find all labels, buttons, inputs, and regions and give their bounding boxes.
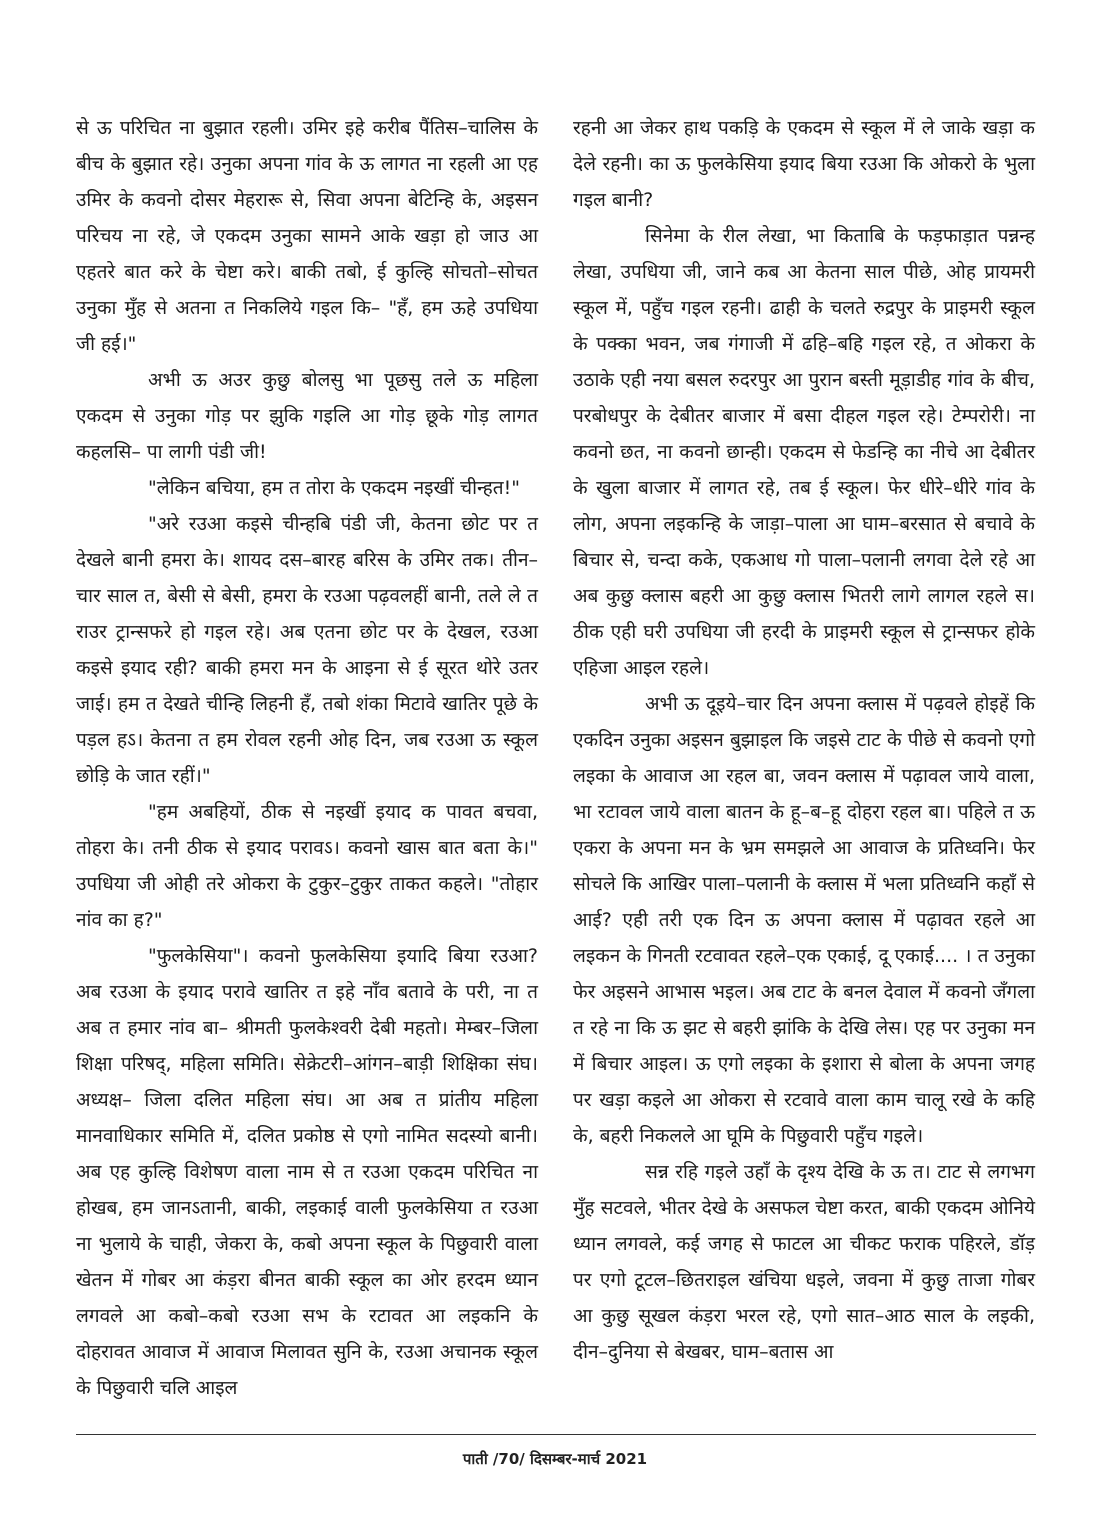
footer-divider: [76, 1434, 1036, 1435]
paragraph: अभी ऊ अउर कुछु बोलसु भा पूछसु तले ऊ महिला एकदम से उनुका गोड़ पर झुकि गइलि आ गोड़ छूके गोड़ लागत कहलसि– पा लागी पंडी जी!: [76, 369, 538, 463]
paragraph: "हम अबहियों, ठीक से नइखीं इयाद क पावत बचवा, तोहरा के। तनी ठीक से इयाद परावऽ। कवनो खास बात बता के।" उपधिया जी ओही तरे ओकरा के टुकुर–टुकुर ताकत कहले। "तोहार नांव का ह?": [76, 801, 538, 931]
paragraph: से ऊ परिचित ना बुझात रहली। उमिर इहे करीब पैंतिस–चालिस के बीच के बुझात रहे। उनुका अपना गांव के ऊ लागत ना रहली आ एह उमिर के कवनो दोसर मेहरारू से, सिवा अपना बेटिन्हि के, अइसन परिचय ना रहे, जे एकदम उनुका सामने आके खड़ा हो जाउ आ एहतरे बात करे के चेष्टा करे। बाकी तबो, ई कुल्हि सोचतो–सोचत उनुका मुँह से अतना त निकलिये गइल कि– "हँ, हम ऊहे उपधिया जी हई।": [76, 117, 538, 355]
right-text-column: [573, 110, 1035, 1370]
paragraph: "लेकिन बचिया, हम त तोरा के एकदम नइखीं चीन्हत!": [148, 477, 520, 499]
paragraph: सिनेमा के रील लेखा, भा किताबि के फड़फाड़ात पन्नन्ह लेखा, उपधिया जी, जाने कब आ केतना साल पीछे, ओह प्रायमरी स्कूल में, पहुँच गइल रहनी। ढाही के चलते रुद्रपुर के प्राइमरी स्कूल के पक्का भवन, जब गंगाजी में ढहि–बहि गइल रहे, त ओकरा के उठाके एही नया बसल रुदरपुर आ पुरान बस्ती मूड़ाडीह गांव के बीच, परबोधपुर के देबीतर बाजार में बसा दीहल गइल रहे। टेम्परोरी। ना कवनो छत, ना कवनो छान्ही। एकदम से फेडन्हि का नीचे आ देबीतर के खुला बाजार में लागत रहे, तब ई स्कूल। फेर धीरे–धीरे गांव के लोग, अपना लइकन्हि के जाड़ा–पाला आ घाम–बरसात से बचावे के बिचार से, चन्दा कके, एकआध गो पाला–पलानी लगवा देले रहे आ अब कुछु क्लास बहरी आ कुछु क्लास भितरी लागे लागल रहले स। ठीक एही घरी उपधिया जी हरदी के प्राइमरी स्कूल से ट्रान्सफर होके एहिजा आइल रहले।: [573, 225, 1035, 679]
left-text-column: [76, 110, 538, 1406]
paragraph: सन्न रहि गइले उहाँ के दृश्य देखि के ऊ त। टाट से लगभग मुँह सटवले, भीतर देखे के असफल चेष्टा करत, बाकी एकदम ओनिये ध्यान लगवले, कई जगह से फाटल आ चीकट फराक पहिरले, डॉड़ पर एगो टूटल–छितराइल खंचिया धइले, जवना में कुछु ताजा गोबर आ कुछु सूखल कंड़रा भरल रहे, एगो सात–आठ साल के लइकी, दीन–दुनिया से बेखबर, घाम–बतास आ: [573, 1161, 1035, 1363]
paragraph: अभी ऊ दूइये–चार दिन अपना क्लास में पढ़वले होइहें कि एकदिन उनुका अइसन बुझाइल कि जइसे टाट के पीछे से कवनो एगो लइका के आवाज आ रहल बा, जवन क्लास में पढ़ावल जाये वाला, भा रटावल जाये वाला बातन के हू–ब–हू दोहरा रहल बा। पहिले त ऊ एकरा के अपना मन के भ्रम समझले आ आवाज के प्रतिध्वनि। फेर सोचले कि आखिर पाला–पलानी के क्लास में भला प्रतिध्वनि कहाँ से आई? एही तरी एक दिन ऊ अपना क्लास में पढ़ावत रहले आ लइकन के गिनती रटवावत रहले–एक एकाई, दू एकाई.... । त उनुका फेर अइसने आभास भइल। अब टाट के बनल देवाल में कवनो जँगला त रहे ना कि ऊ झट से बहरी झांकि के देखि लेस। एह पर उनुका मन में बिचार आइल। ऊ एगो लइका के इशारा से बोला के अपना जगह पर खड़ा कइले आ ओकरा से रटवावे वाला काम चालू रखे के कहि के, बहरी निकलले आ घूमि के पिछुवारी पहुँच गइले।: [573, 693, 1035, 1147]
page-footer: पाती /70/ दिसम्बर-मार्च 2021: [462, 1450, 648, 1468]
paragraph: "फुलकेसिया"। कवनो फुलकेसिया इयादि बिया रउआ? अब रउआ के इयाद परावे खातिर त इहे नाँव बतावे के परी, ना त अब त हमार नांव बा– श्रीमती फुलकेश्वरी देबी महतो। मेम्बर–जिला शिक्षा परिषद्, महिला समिति। सेक्रेटरी–आंगन–बाड़ी शिक्षिका संघ। अध्यक्ष– जिला दलित महिला संघ। आ अब त प्रांतीय महिला मानवाधिकार समिति में, दलित प्रकोष्ठ से एगो नामित सदस्यो बानी। अब एह कुल्हि विशेषण वाला नाम से त रउआ एकदम परिचित ना होखब, हम जानऽतानी, बाकी, लइकाई वाली फुलकेसिया त रउआ ना भुलाये के चाही, जेकरा के, कबो अपना स्कूल के पिछुवारी वाला खेतन में गोबर आ कंड़रा बीनत बाकी स्कूल का ओर हरदम ध्यान लगवले आ कबो–कबो रउआ सभ के रटावत आ लइकनि के दोहरावत आवाज में आवाज मिलावत सुनि के, रउआ अचानक स्कूल के पिछुवारी चलि आइल: [76, 945, 538, 1399]
paragraph: "अरे रउआ कइसे चीन्हबि पंडी जी, केतना छोट पर त देखले बानी हमरा के। शायद दस–बारह बरिस के उमिर तक। तीन–चार साल त, बेसी से बेसी, हमरा के रउआ पढ़वलहीं बानी, तले ले त राउर ट्रान्सफरे हो गइल रहे। अब एतना छोट पर के देखल, रउआ कइसे इयाद रही? बाकी हमरा मन के आइना से ई सूरत थोरे उतर जाई। हम त देखते चीन्हि लिहनी हँ, तबो शंका मिटावे खातिर पूछे के पड़ल हऽ। केतना त हम रोवल रहनी ओह दिन, जब रउआ ऊ स्कूल छोड़ि के जात रहीं।": [76, 513, 538, 787]
paragraph: रहनी आ जेकर हाथ पकड़ि के एकदम से स्कूल में ले जाके खड़ा क देले रहनी। का ऊ फुलकेसिया इयाद बिया रउआ कि ओकरो के भुला गइल बानी?: [573, 117, 1035, 211]
